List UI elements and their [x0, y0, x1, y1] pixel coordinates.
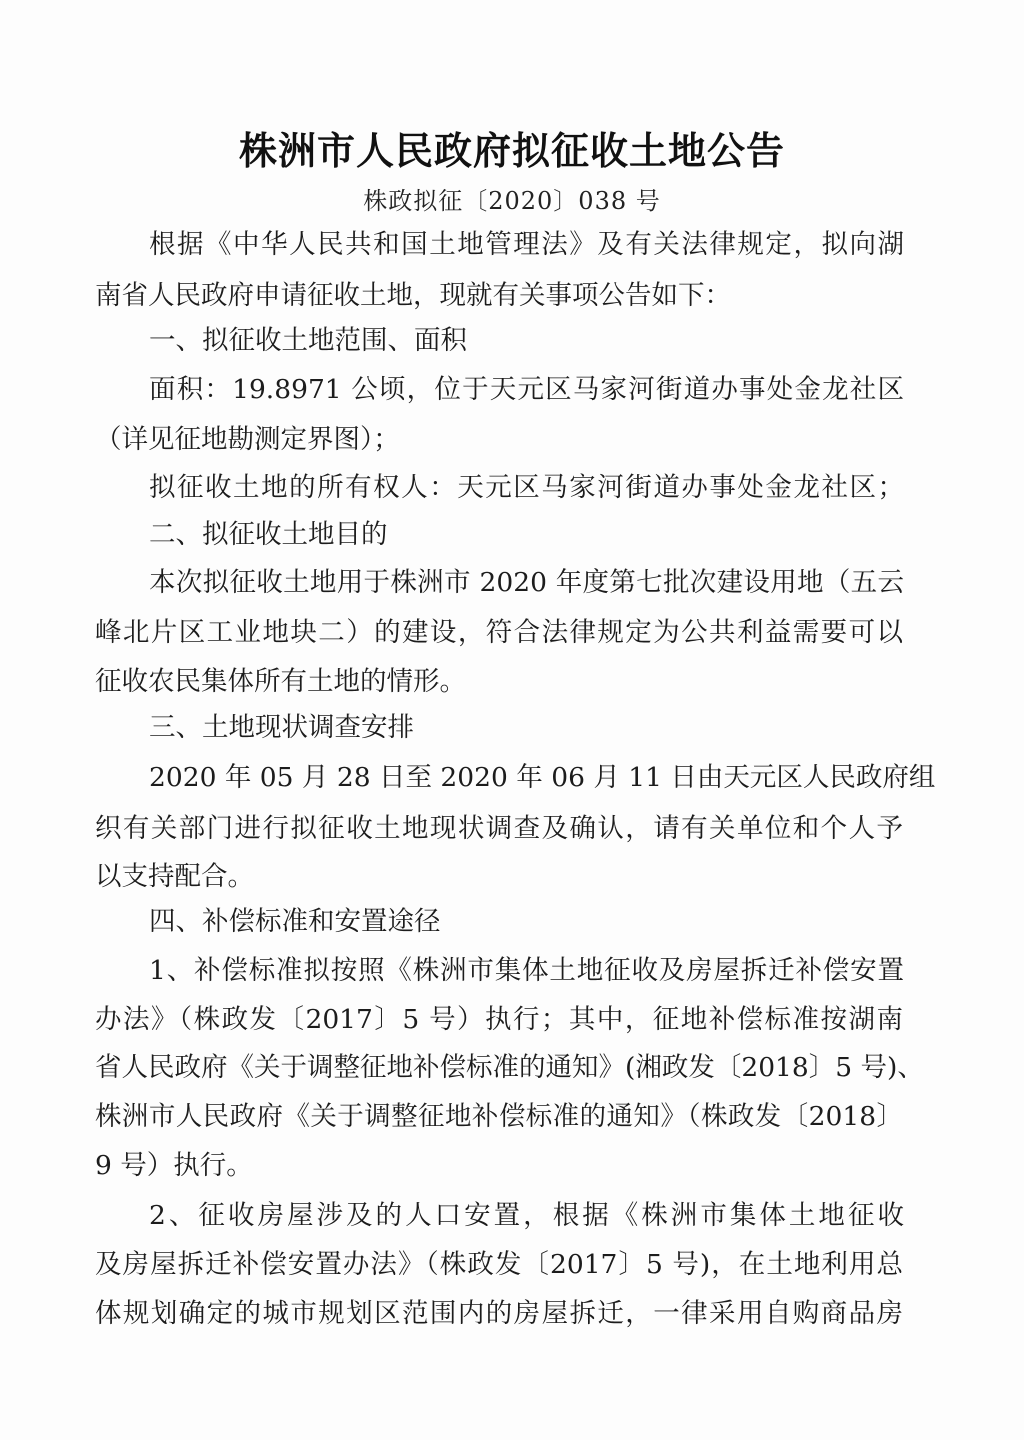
paragraph-line: 1、补偿标准拟按照《株洲市集体土地征收及房屋拆迁补偿安置 [149, 955, 904, 986]
paragraph-line: 9 号）执行。 [95, 1150, 253, 1181]
paragraph-line: 省人民政府《关于调整征地补偿标准的通知》(湘政发〔2018〕5 号)、 [95, 1052, 924, 1083]
paragraph-line: 峰北片区工业地块二）的建设，符合法律规定为公共利益需要可以 [95, 617, 903, 648]
paragraph-line: 2、征收房屋涉及的人口安置，根据《株洲市集体土地征收 [149, 1200, 904, 1231]
paragraph-line: 南省人民政府申请征收土地，现就有关事项公告如下： [95, 280, 731, 311]
paragraph-line: 以支持配合。 [95, 861, 254, 892]
paragraph-line: 办法》（株政发〔2017〕5 号）执行；其中，征地补偿标准按湖南 [95, 1004, 903, 1035]
paragraph-line: 面积：19.8971 公顷，位于天元区马家河街道办事处金龙社区 [149, 374, 904, 405]
paragraph-line: 2020 年 05 月 28 日至 2020 年 06 月 11 日由天元区人民政府组 [149, 762, 936, 793]
section-heading: 一、拟征收土地范围、面积 [149, 325, 467, 356]
paragraph-line: （详见征地勘测定界图）； [95, 424, 400, 455]
paragraph-line: 织有关部门进行拟征收土地现状调查及确认，请有关单位和个人予 [95, 813, 903, 844]
paragraph-line: 及房屋拆迁补偿安置办法》（株政发〔2017〕5 号)，在土地利用总 [95, 1249, 903, 1280]
document-number: 株政拟征〔2020〕038 号 [363, 187, 661, 215]
section-heading: 四、补偿标准和安置途径 [149, 906, 441, 937]
paragraph-line: 根据《中华人民共和国土地管理法》及有关法律规定，拟向湖 [149, 229, 904, 260]
paragraph-line: 体规划确定的城市规划区范围内的房屋拆迁，一律采用自购商品房 [95, 1298, 903, 1329]
paragraph-line: 征收农民集体所有土地的情形。 [95, 666, 466, 697]
section-heading: 三、土地现状调查安排 [149, 712, 414, 743]
paragraph-line: 本次拟征收土地用于株洲市 2020 年度第七批次建设用地（五云 [149, 567, 904, 598]
document-title: 株洲市人民政府拟征收土地公告 [238, 128, 785, 173]
paragraph-line: 株洲市人民政府《关于调整征地补偿标准的通知》（株政发〔2018〕 [95, 1101, 903, 1132]
paragraph-line: 拟征收土地的所有权人：天元区马家河街道办事处金龙社区； [149, 472, 904, 503]
section-heading: 二、拟征收土地目的 [149, 519, 388, 550]
